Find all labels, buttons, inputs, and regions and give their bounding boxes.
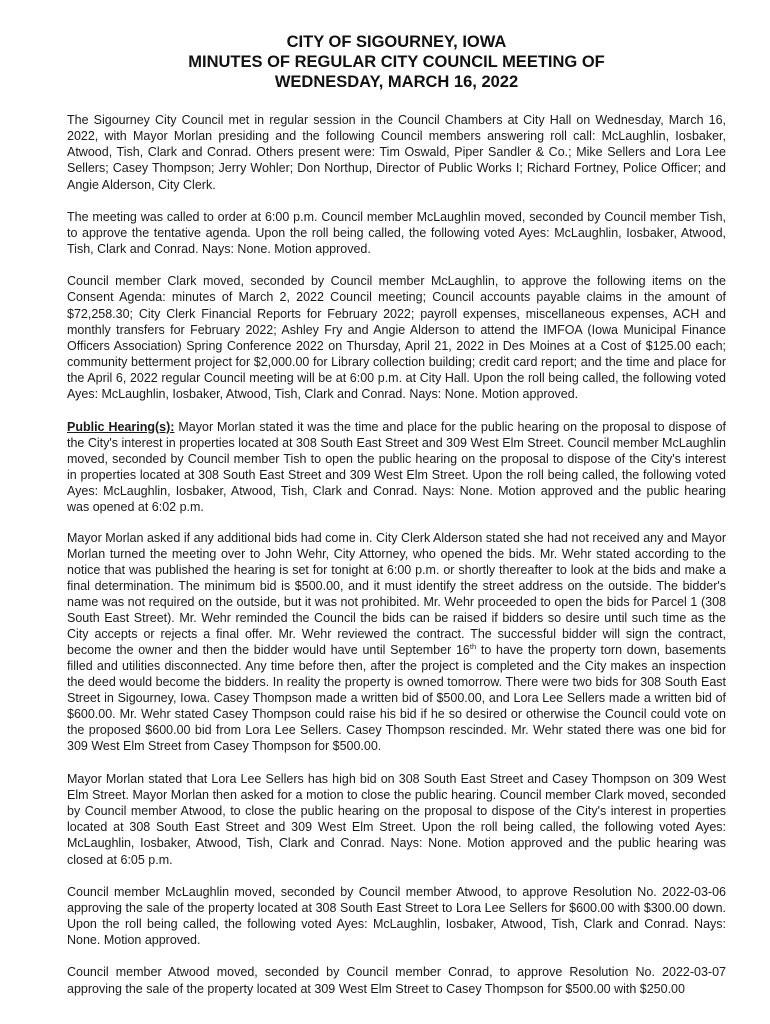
paragraph-bids <box>67 531 726 754</box>
paragraph-close-hearing: Mayor Morlan stated that Lora Lee Sellers has high bid on 308 South East Street and Casey Thompson on 309 West Elm Street. Mayor Morlan then asked for a motion to close the public hearing. Council member Clark moved, seconded by Council member Atwood, to close the public hearing on the proposal to dispose of the City's interest in properties located at 308 South East Street and 309 West Elm Street. Upon the roll being called, the following voted Ayes: McLaughlin, Iosbaker, Atwood, Tish, Clark and Conrad. Nays: None. Motion approved and the public hearing was closed at 6:05 p.m. <box>67 771 726 867</box>
paragraph-roll-call: The Sigourney City Council met in regular session in the Council Chambers at City Hall on Wednesday, March 16, 2022, with Mayor Morlan presiding and the following Council members answering roll call: McLaughlin, Iosbaker, Atwood, Tish, Clark and Conrad. Others present were: Tim Oswald, Piper Sandler & Co.; Mike Sellers and Lora Lee Sellers; Casey Thompson; Jerry Wohler; Don Northup, Director of Public Works I; Richard Fortney, Police Officer; and Angie Alderson, City Clerk. <box>67 113 726 192</box>
title-meeting: MINUTES OF REGULAR CITY COUNCIL MEETING OF <box>188 53 605 71</box>
paragraph-call-to-order: The meeting was called to order at 6:00 p.m. Council member McLaughlin moved, seconded by Council member Tish, to approve the tentative agenda. Upon the roll being called, the following voted Ayes: McLaughlin, Iosbaker, Atwood, Tish, Clark and Conrad. Nays: None. Motion approved. <box>67 209 726 257</box>
paragraph-consent-agenda: Council member Clark moved, seconded by Council member McLaughlin, to approve the following items on the Consent Agenda: minutes of March 2, 2022 Council meeting; Council accounts payable claims in the amount of $72,258.30; City Clerk Financial Reports for February 2022; payroll expenses, miscellaneous expenses, ACH and monthly transfers for February 2022; Ashley Fry and Angie Alderson to attend the IMFOA (Iowa Municipal Finance Officers Association) Spring Conference 2022 on Thursday, April 21, 2022 in Des Moines at a Cost of $125.00 each; community betterment project for $2,000.00 for Library collection building; credit card report; and the time and place for the April 6, 2022 regular Council meeting will be at 6:00 p.m. at City Hall. Upon the roll being called, the following voted Ayes: McLaughlin, Iosbaker, Atwood, Tish, Clark and Conrad. Nays: None. Motion approved. <box>67 274 726 402</box>
public-hearing-heading: Public Hearing(s): <box>67 419 175 434</box>
public-hearing-text: Mayor Morlan stated it was the time and place for the public hearing on the proposal to dispose of the City's interest in properties located at 308 South East Street and 309 West Elm Street. Council member McLaughlin moved, seconded by Council member Tish to open the public hearing on the proposal to dispose of the City's interest in properties located at 308 South East Street and 309 West Elm Street. Upon the roll being called, the following voted Ayes: McLaughlin, Iosbaker, Atwood, Tish, Clark and Conrad. Nays: None. Motion approved and the public hearing was opened at 6:02 p.m. <box>67 419 726 515</box>
ordinal-suffix: th <box>469 641 477 651</box>
paragraph-public-hearing <box>67 419 726 516</box>
document-title <box>67 32 726 92</box>
paragraph-resolution-2022-03-07: Council member Atwood moved, seconded by Council member Conrad, to approve Resolution No. 2022-03-07 approving the sale of the property located at 309 West Elm Street to Casey Thompson for $500.00 with $250.00 <box>67 965 726 996</box>
bids-text-part1: Mayor Morlan asked if any additional bids had come in. City Clerk Alderson stated she had not received any and Mayor Morlan turned the meeting over to John Wehr, City Attorney, who opened the bids. Mr. Wehr stated according to the notice that was published the hearing is set for tonight at 6:00 p.m. or shortly thereafter to look at the bids and make a final determination. The minimum bid is $500.00, and it must identify the street address on the outside. The bidder's name was not required on the outside, but it was not prohibited. Mr. Wehr proceeded to open the bids for Parcel 1 (308 South East Street). Mr. Wehr reminded the Council the bids can be raised if bidders so desire until such time as the City accepts or rejects a final offer. Mr. Wehr reviewed the contract. The successful bidder will sign the contract, become the owner and then the bidder would have until September 16 <box>67 531 726 658</box>
paragraph-resolution-2022-03-06: Council member McLaughlin moved, seconded by Council member Atwood, to approve Resolution No. 2022-03-06 approving the sale of the property located at 308 South East Street to Lora Lee Sellers for $600.00 with $300.00 down. Upon the roll being called, the following voted Ayes: McLaughlin, Iosbaker, Atwood, Tish, Clark and Conrad. Nays: None. Motion approved. <box>67 884 726 948</box>
title-city: CITY OF SIGOURNEY, IOWA <box>286 33 507 51</box>
bids-text-part2: to have the property torn down, basements filled and utilities disconnected. Any time before then, after the project is completed and the City makes an inspection the deed would become the bidders. In reality the property is owned tomorrow. There were two bids for 308 South East Street in Sigourney, Iowa. Casey Thompson made a written bid of $500.00, and Lora Lee Sellers made a written bid of $600.00. Mr. Wehr stated Casey Thompson could raise his bid if he so desired or otherwise the Council could vote on the proposed $600.00 bid from Lora Lee Sellers. Casey Thompson rescinded. Mr. Wehr stated there was one bid for 309 West Elm Street from Casey Thompson for $500.00. <box>67 643 726 753</box>
title-date: WEDNESDAY, MARCH 16, 2022 <box>274 73 519 91</box>
